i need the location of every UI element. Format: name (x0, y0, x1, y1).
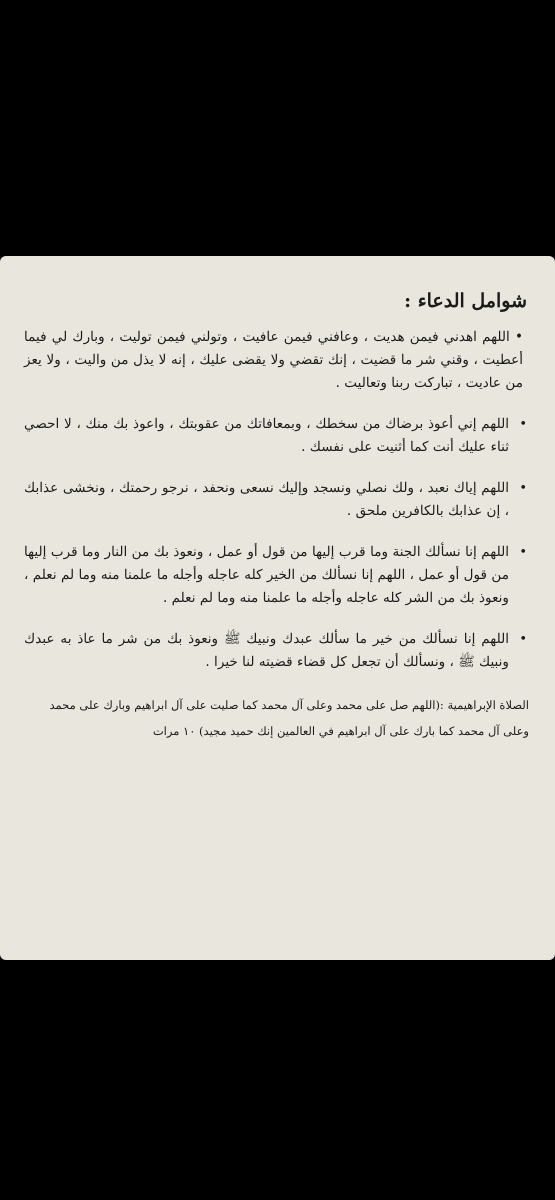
dua-paragraph (24, 477, 531, 523)
dua-card (0, 256, 555, 960)
bullet-icon: • (519, 417, 527, 432)
dua-text: اللهم إياك نعبد ، ولك نصلي ونسجد وإليك نسعى ونحفد ، نرجو رحمتك ، ونخشى عذابك ، إن عذابك بالكافرين ملحق . (24, 480, 509, 519)
bullet-icon: • (519, 632, 527, 647)
dua-paragraph (24, 541, 531, 610)
dua-paragraph (24, 413, 531, 459)
bullet-icon: • (519, 481, 527, 496)
dua-text: اللهم إنا نسألك من خير ما سألك عبدك ونبيك ﷺ ونعوذ بك من شر ما عاذ به عبدك ونبيك ﷺ ، ونسألك أن تجعل كل قضاء قضيته لنا خيرا . (24, 631, 509, 670)
page-title: شوامل الدعاء : (404, 290, 527, 312)
bullet-icon: • (519, 545, 527, 560)
dua-paragraph (24, 628, 531, 674)
dua-paragraph: • اللهم اهدني فيمن هديت ، وعافني فيمن عافيت ، وتولني فيمن توليت ، وبارك لي فيما أعطيت ، وقني شر ما قضيت ، إنك تقضي ولا يقضى عليك ، إنه لا يذل من واليت ، ولا يعز من عاديت ، تباركت ربنا وتعاليت . (24, 329, 523, 391)
dua-text: اللهم إني أعوذ برضاك من سخطك ، وبمعافاتك من عقوبتك ، واعوذ بك منك ، لا احصي ثناء عليك أنت كما أثنيت على نفسك . (24, 416, 509, 455)
dua-text: اللهم إنا نسألك الجنة وما قرب إليها من قول أو عمل ، ونعوذ بك من النار وما قرب إليها من قول أو عمل ، اللهم إنا نسألك من الخير كله عاجله وأجله ما علمنا منه وما لم نعلم ، ونعوذ بك من الشر كله عاجله وأجله ما علمنا منه وما لم نعلم . (24, 544, 509, 606)
ibrahimi-salat-note: الصلاة الإبراهيمية :(اللهم صل على محمد وعلى آل محمد كما صليت على آل ابراهيم وبارك على محمد وعلى آل محمد كما بارك على آل ابراهيم في العالمين إنك حميد مجيد) ١٠ مرات (49, 698, 529, 738)
